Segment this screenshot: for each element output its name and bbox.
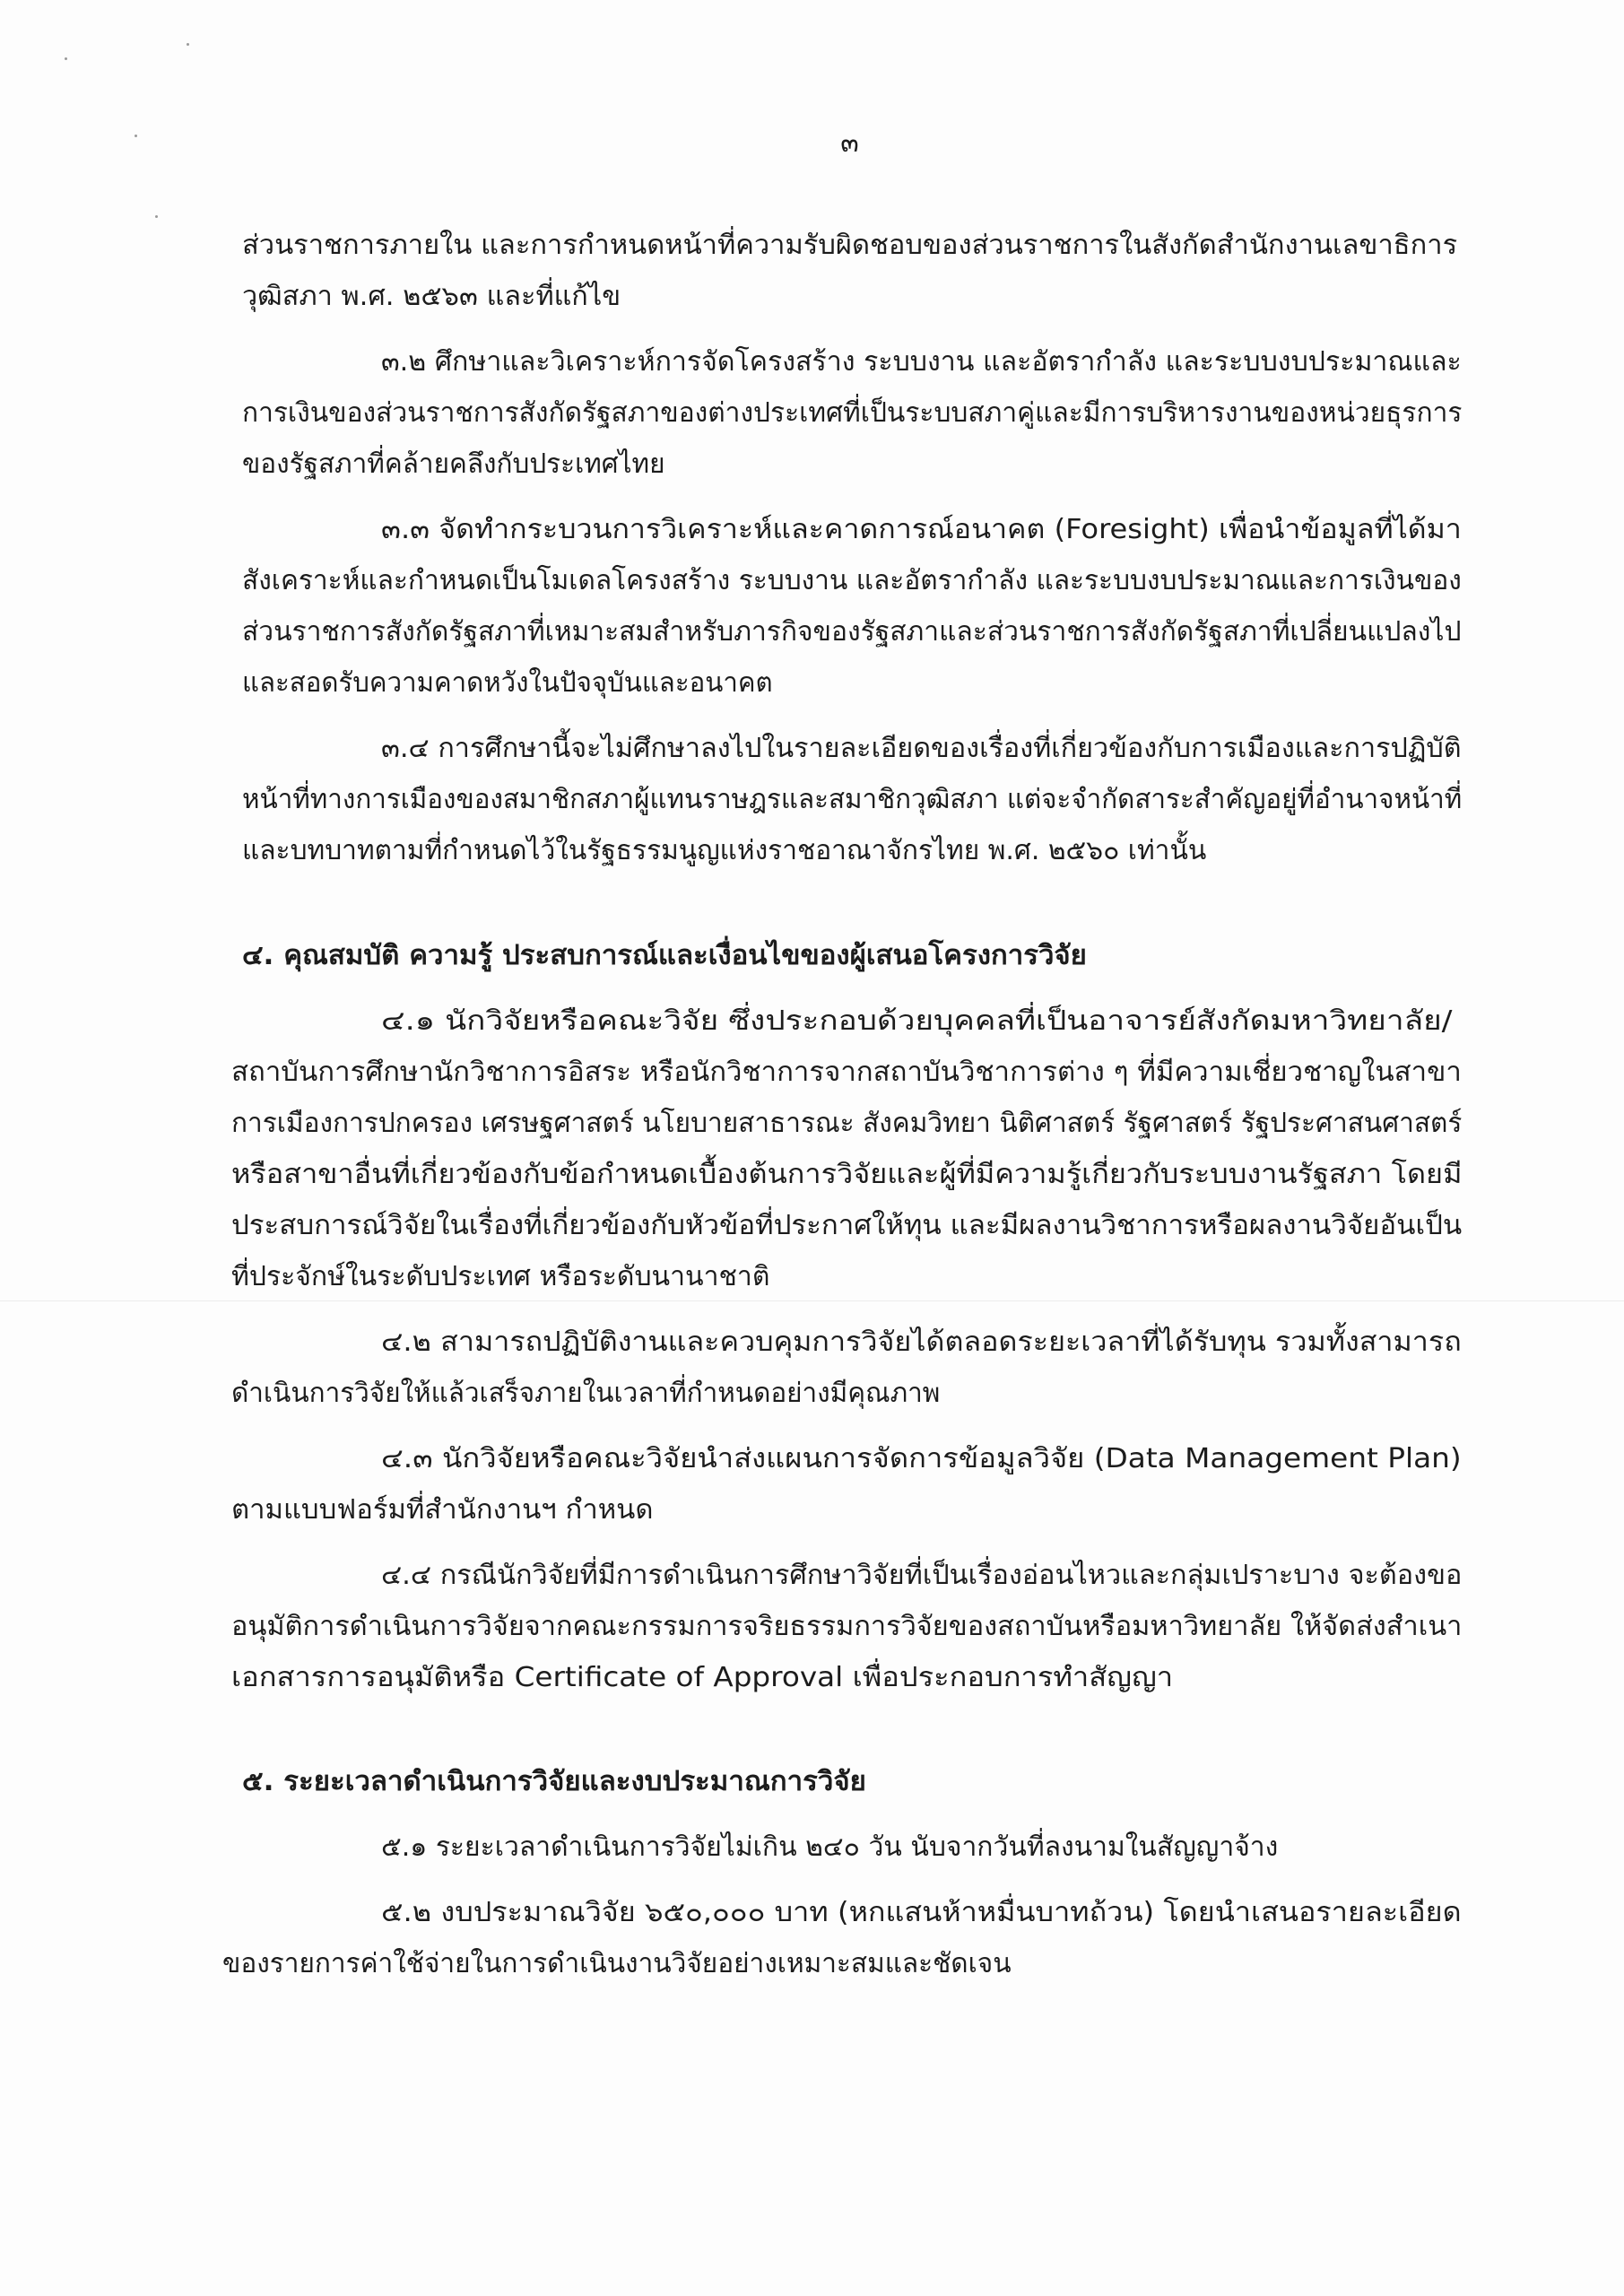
text-line: การเมืองการปกครอง เศรษฐศาสตร์ นโยบายสาธารณะ สังคมวิทยา นิติศาสตร์ รัฐศาสตร์ รัฐประศาสนศาสตร์ xyxy=(231,1108,1463,1139)
page-number: ๓ xyxy=(840,127,859,159)
text-line: การเงินของส่วนราชการสังกัดรัฐสภาของต่างประเทศที่เป็นระบบสภาคู่และมีการบริหารงานของหน่วยธุรการ xyxy=(242,397,1463,429)
text-line: ๕.๒ งบประมาณวิจัย ๖๕๐,๐๐๐ บาท (หกแสนห้าหมื่นบาทถ้วน) โดยนำเสนอรายละเอียด xyxy=(381,1897,1462,1928)
text-line: และบทบาทตามที่กำหนดไว้ในรัฐธรรมนูญแห่งราชอาณาจักรไทย พ.ศ. ๒๕๖๐ เท่านั้น xyxy=(242,835,1207,866)
text-line: สถาบันการศึกษานักวิชาการอิสระ หรือนักวิชาการจากสถาบันวิชาการต่าง ๆ ที่มีความเชี่ยวชาญในสาขา xyxy=(231,1057,1462,1088)
section-heading: ๔. คุณสมบัติ ความรู้ ประสบการณ์และเงื่อนไขของผู้เสนอโครงการวิจัย xyxy=(242,940,1087,971)
text-line: สังเคราะห์และกำหนดเป็นโมเดลโครงสร้าง ระบบงาน และอัตรากำลัง และระบบงบประมาณและการเงินของ xyxy=(242,565,1462,596)
section-heading: ๕. ระยะเวลาดำเนินการวิจัยและงบประมาณการวิจัย xyxy=(242,1766,866,1797)
text-line: หรือสาขาอื่นที่เกี่ยวข้องกับข้อกำหนดเบื้องต้นการวิจัยและผู้ที่มีความรู้เกี่ยวกับระบบงานรัฐสภา โดยมี xyxy=(231,1159,1463,1190)
text-line: ส่วนราชการภายใน และการกำหนดหน้าที่ความรับผิดชอบของส่วนราชการในสังกัดสำนักงานเลขาธิการ xyxy=(242,230,1458,261)
text-line: ๔.๓ นักวิจัยหรือคณะวิจัยนำส่งแผนการจัดการข้อมูลวิจัย (Data Management Plan) xyxy=(381,1443,1462,1474)
text-line: ๓.๔ การศึกษานี้จะไม่ศึกษาลงไปในรายละเอียดของเรื่องที่เกี่ยวข้องกับการเมืองและการปฏิบัติ xyxy=(381,733,1462,764)
text-line: ๔.๑ นักวิจัยหรือคณะวิจัย ซึ่งประกอบด้วยบุคคลที่เป็นอาจารย์สังกัดมหาวิทยาลัย/ xyxy=(381,1005,1453,1037)
text-line: วุฒิสภา พ.ศ. ๒๕๖๓ และที่แก้ไข xyxy=(242,281,621,312)
text-line: ของรายการค่าใช้จ่ายในการดำเนินงานวิจัยอย่างเหมาะสมและชัดเจน xyxy=(222,1948,1012,1979)
scan-speck xyxy=(155,215,158,218)
text-line: ตามแบบฟอร์มที่สำนักงานฯ กำหนด xyxy=(231,1494,654,1526)
text-line: ๕.๑ ระยะเวลาดำเนินการวิจัยไม่เกิน ๒๔๐ วัน นับจากวันที่ลงนามในสัญญาจ้าง xyxy=(381,1831,1279,1863)
text-line: และสอดรับความคาดหวังในปัจจุบันและอนาคต xyxy=(242,667,773,699)
text-line: ๓.๒ ศึกษาและวิเคราะห์การจัดโครงสร้าง ระบบงาน และอัตรากำลัง และระบบงบประมาณและ xyxy=(381,346,1462,378)
scan-speck xyxy=(135,135,137,137)
scan-line xyxy=(0,1300,1624,1301)
text-line: ๓.๓ จัดทำกระบวนการวิเคราะห์และคาดการณ์อนาคต (Foresight) เพื่อนำข้อมูลที่ได้มา xyxy=(381,514,1462,545)
text-line: ดำเนินการวิจัยให้แล้วเสร็จภายในเวลาที่กำหนดอย่างมีคุณภาพ xyxy=(231,1378,941,1409)
text-line: เอกสารการอนุมัติหรือ Certificate of Approval เพื่อประกอบการทำสัญญา xyxy=(231,1662,1174,1693)
text-line: อนุมัติการดำเนินการวิจัยจากคณะกรรมการจริยธรรมการวิจัยของสถาบันหรือมหาวิทยาลัย ให้จัดส่งสำเนา xyxy=(231,1611,1463,1642)
scan-speck xyxy=(187,43,189,46)
text-line: ของรัฐสภาที่คล้ายคลึงกับประเทศไทย xyxy=(242,448,665,480)
text-line: ๔.๒ สามารถปฏิบัติงานและควบคุมการวิจัยได้ตลอดระยะเวลาที่ได้รับทุน รวมทั้งสามารถ xyxy=(381,1326,1462,1358)
text-line: หน้าที่ทางการเมืองของสมาชิกสภาผู้แทนราษฎรและสมาชิกวุฒิสภา แต่จะจำกัดสาระสำคัญอยู่ที่อำนาจหน้าที่ xyxy=(242,784,1463,815)
text-line: ที่ประจักษ์ในระดับประเทศ หรือระดับนานาชาติ xyxy=(231,1261,770,1292)
text-line: ๔.๔ กรณีนักวิจัยที่มีการดำเนินการศึกษาวิจัยที่เป็นเรื่องอ่อนไหวและกลุ่มเปราะบาง จะต้องขอ xyxy=(381,1560,1463,1591)
text-line: ประสบการณ์วิจัยในเรื่องที่เกี่ยวข้องกับหัวข้อที่ประกาศให้ทุน และมีผลงานวิชาการหรือผลงานวิจัยอันเป็น xyxy=(231,1210,1463,1241)
scan-speck xyxy=(65,57,67,60)
text-line: ส่วนราชการสังกัดรัฐสภาที่เหมาะสมสำหรับภารกิจของรัฐสภาและส่วนราชการสังกัดรัฐสภาที่เปลี่ยนแปลงไป xyxy=(242,616,1462,648)
